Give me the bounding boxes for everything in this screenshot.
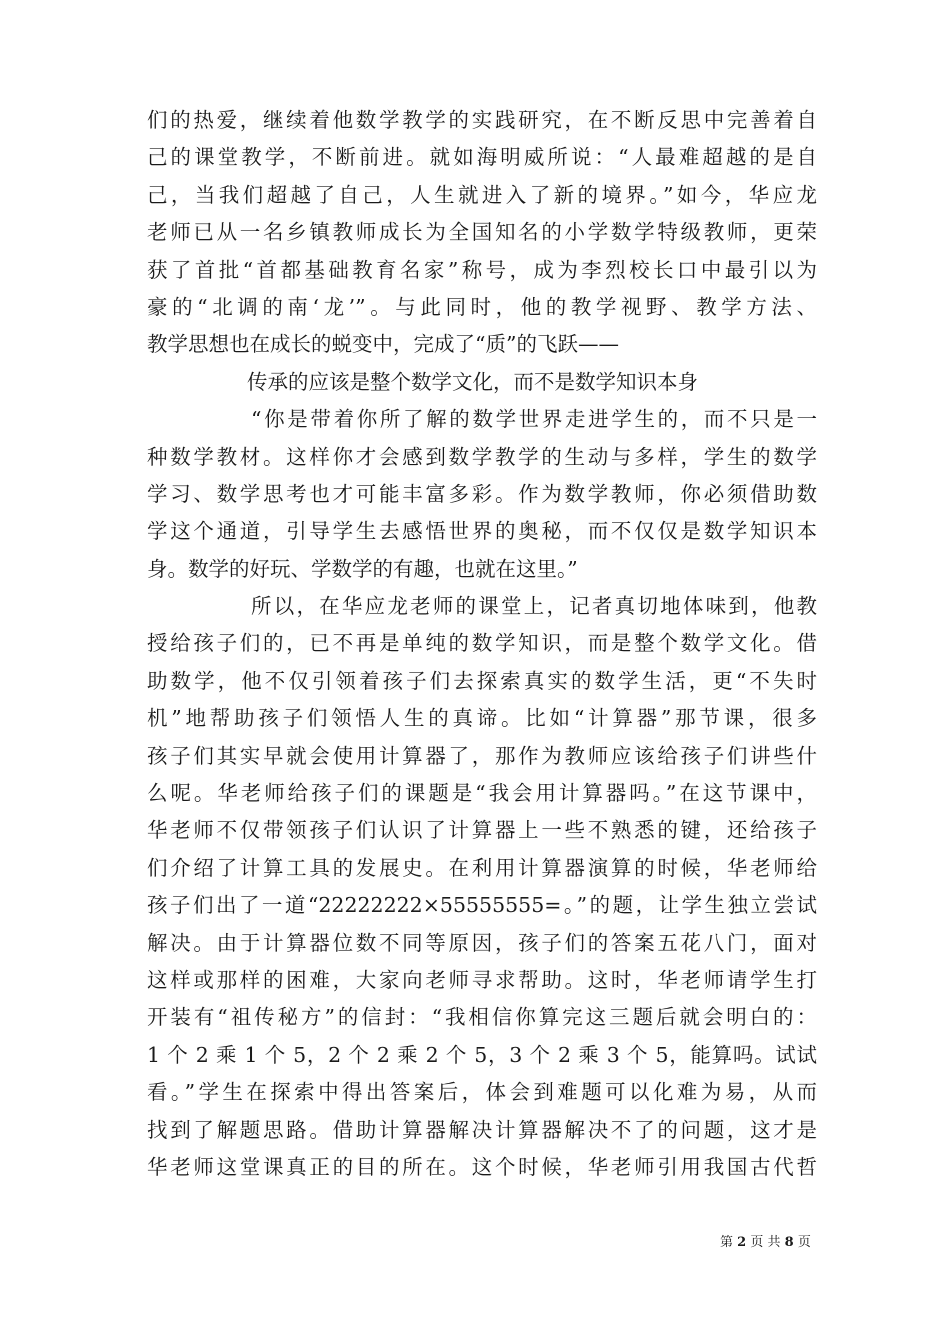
footer-total-pages: 8 (784, 1235, 794, 1250)
body-text (147, 102, 817, 1186)
text-line: 机”地帮助孩子们领悟人生的真谛。比如“计算器”那节课，很多 (147, 706, 817, 731)
text-line: “你是带着你所了解的数学世界走进学生的，而不只是一 (251, 407, 817, 432)
text-line: 们介绍了计算工具的发展史。在利用计算器演算的时候，华老师给 (147, 855, 817, 880)
footer-suffix: 页 (797, 1235, 811, 1250)
text-line: 们的热爱，继续着他数学教学的实践研究，在不断反思中完善着自 (147, 108, 817, 132)
text-line: 华老师这堂课真正的目的所在。这个时候，华老师引用我国古代哲 (147, 1154, 817, 1179)
text-line: 看。”学生在探索中得出答案后，体会到难题可以化难为易，从而 (147, 1080, 817, 1105)
text-line: 么呢。华老师给孩子们的课题是“我会用计算器吗。”在这节课中， (147, 781, 817, 806)
text-line: 种数学教材。这样你才会感到数学教学的生动与多样，学生的数学 (147, 444, 817, 469)
text-line: 豪的“北调的南‘龙’”。与此同时，他的教学视野、教学方法、 (147, 294, 817, 319)
text-line: 教学思想也在成长的蜕变中，完成了“质”的飞跃—— (147, 332, 619, 357)
text-line: 助数学，他不仅引领着孩子们去探索真实的数学生活，更“不失时 (147, 668, 817, 693)
text-line: 解决。由于计算器位数不同等原因，孩子们的答案五花八门，面对 (147, 930, 817, 955)
page-footer (720, 1231, 811, 1250)
text-line: 1 个 2 乘 1 个 5，2 个 2 乘 2 个 5，3 个 2 乘 3 个 5，能算吗。试试 (147, 1042, 817, 1067)
text-line: 获了首批“首都基础教育名家”称号，成为李烈校长口中最引以为 (147, 257, 817, 282)
text-line: 身。数学的好玩、学数学的有趣，也就在这里。” (147, 556, 578, 581)
text-line: 老师已从一名乡镇教师成长为全国知名的小学数学特级教师，更荣 (147, 220, 817, 245)
text-line: 学这个通道，引导学生去感悟世界的奥秘，而不仅仅是数学知识本 (147, 519, 817, 544)
footer-current-page: 2 (737, 1235, 747, 1250)
text-line: 学习、数学思考也才可能丰富多彩。作为数学教师，你必须借助数 (147, 481, 817, 506)
footer-prefix: 第 (720, 1235, 734, 1250)
text-line: 华老师不仅带领孩子们认识了计算器上一些不熟悉的键，还给孩子 (147, 818, 817, 843)
text-line: 找到了解题思路。借助计算器解决计算器解决不了的问题，这才是 (147, 1117, 817, 1142)
text-line: 开装有“祖传秘方”的信封：“我相信你算完这三题后就会明白的： (147, 1005, 817, 1030)
text-line: 所以，在华应龙老师的课堂上，记者真切地体味到，他教 (251, 594, 817, 619)
text-line: 孩子们其实早就会使用计算器了，那作为教师应该给孩子们讲些什 (147, 743, 817, 768)
text-line: 这样或那样的困难，大家向老师寻求帮助。这时，华老师请学生打 (147, 967, 817, 992)
footer-middle: 页 共 (750, 1235, 781, 1250)
text-line: 授给孩子们的，已不再是单纯的数学知识，而是整个数学文化。借 (147, 631, 817, 656)
section-heading: 传承的应该是整个数学文化，而不是数学知识本身 (247, 369, 698, 394)
text-line: 己，当我们超越了自己，人生就进入了新的境界。”如今，华应龙 (147, 182, 817, 207)
text-line: 孩子们出了一道“22222222×55555555=。”的题，让学生独立尝试 (147, 893, 817, 918)
text-line: 己的课堂教学，不断前进。就如海明威所说：“人最难超越的是自 (147, 145, 817, 170)
